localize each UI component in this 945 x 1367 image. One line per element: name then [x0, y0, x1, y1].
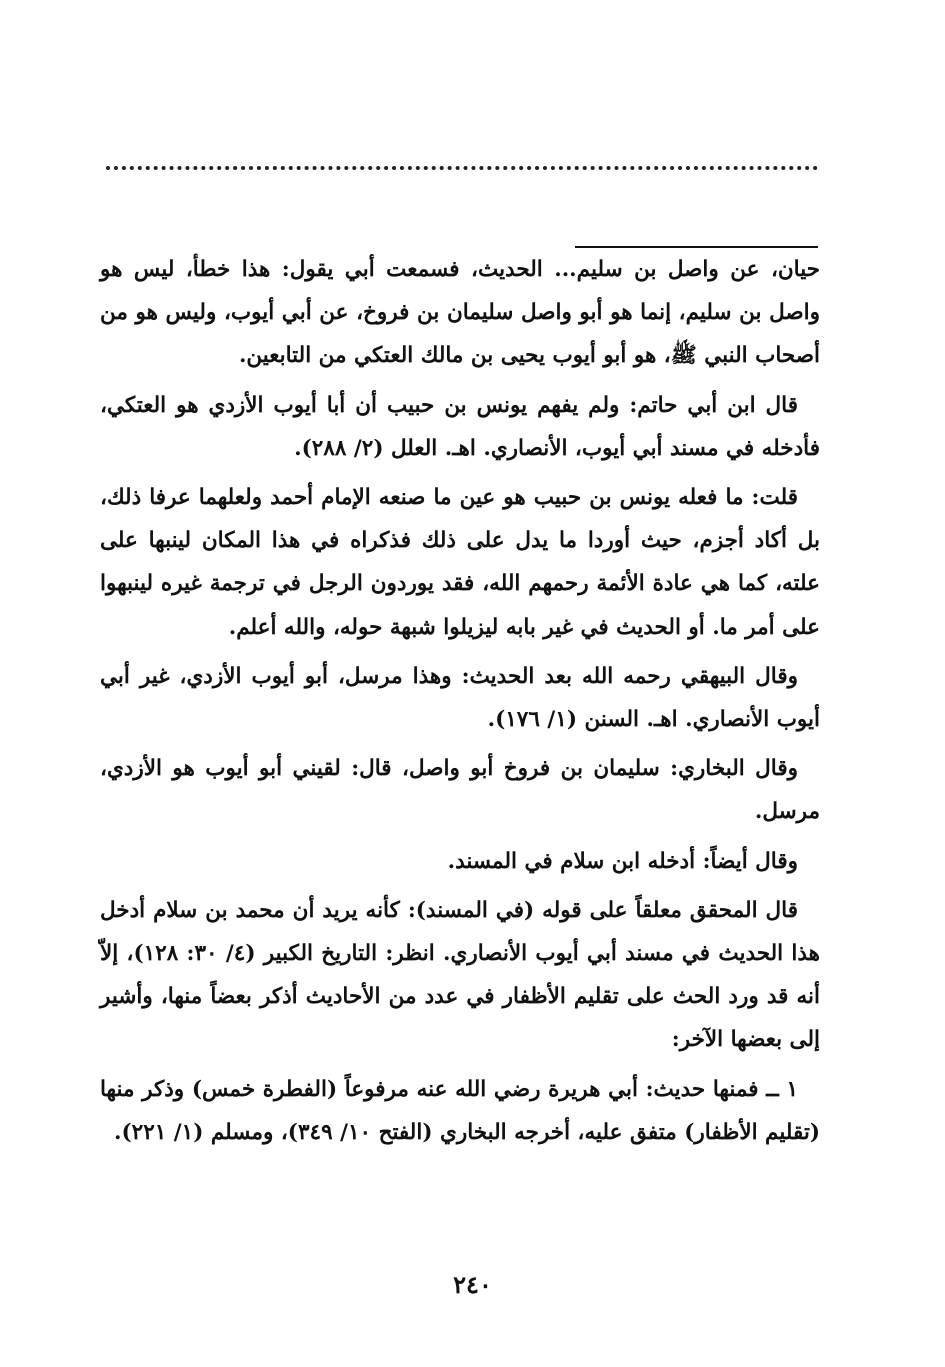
- paragraph-5: وقال البخاري: سليمان بن فروخ أبو واصل، قال: لقيني أبو أيوب هو الأزدي، مرسل.: [100, 756, 820, 825]
- footnote-text-body: [100, 248, 820, 1160]
- paragraph-3: قلت: ما فعله يونس بن حبيب هو عين ما صنعه الإمام أحمد ولعلهما عرفا ذلك، بل أكاد أجزم، حيث أوردا ما يدل على ذلك فذكراه في هذا المكان لينبها على علته، كما هي عادة الأئمة رحمهم الله، فقد يوردون الرجل في ترجمة غيره لينبهوا على أمر ما. أو الحديث في غير بابه ليزيلوا شبهة حوله، والله أعلم.: [100, 485, 820, 640]
- paragraph-2: قال ابن أبي حاتم: ولم يفهم يونس بن حبيب أن أبا أيوب الأزدي هو العتكي، فأدخله في مسند أبي أيوب، الأنصاري. اهـ. العلل (٢/ ٢٨٨).: [100, 392, 820, 461]
- page-number: ٢٤٠: [453, 1270, 492, 1299]
- paragraph-6: وقال أيضاً: أدخله ابن سلام في المسند.: [447, 848, 798, 874]
- paragraph-4: وقال البيهقي رحمه الله بعد الحديث: وهذا مرسل، أبو أيوب الأزدي، غير أبي أيوب الأنصاري. اهـ. السنن (١/ ١٧٦).: [100, 663, 820, 733]
- header-dotted-rule: [106, 166, 818, 170]
- paragraph-8: ١ ــ فمنها حديث: أبي هريرة رضي الله عنه مرفوعاً (الفطرة خمس) وذكر منها (تقليم الأظفار) متفق عليه، أخرجه البخاري (الفتح ١٠/ ٣٤٩)، ومسلم (١/ ٢٢١).: [100, 1076, 820, 1145]
- paragraph-1: حيان، عن واصل بن سليم... الحديث، فسمعت أبي يقول: هذا خطأ، ليس هو واصل بن سليم، إنما هو أبو واصل سليمان بن فروخ، عن أبي أيوب، وليس هو من أصحاب النبي ﷺ، هو أبو أيوب يحيى بن مالك العتكي من التابعين.: [100, 257, 820, 369]
- paragraph-7: قال المحقق معلقاً على قوله (في المسند): كأنه يريد أن محمد بن سلام أدخل هذا الحديث في مسند أبي أيوب الأنصاري. انظر: التاريخ الكبير (٤/ ٣٠: ١٢٨)، إلاّ أنه قد ورد الحث على تقليم الأظفار في عدد من الأحاديث أذكر بعضاً منها، وأشير إلى بعضها الآخر:: [100, 897, 820, 1053]
